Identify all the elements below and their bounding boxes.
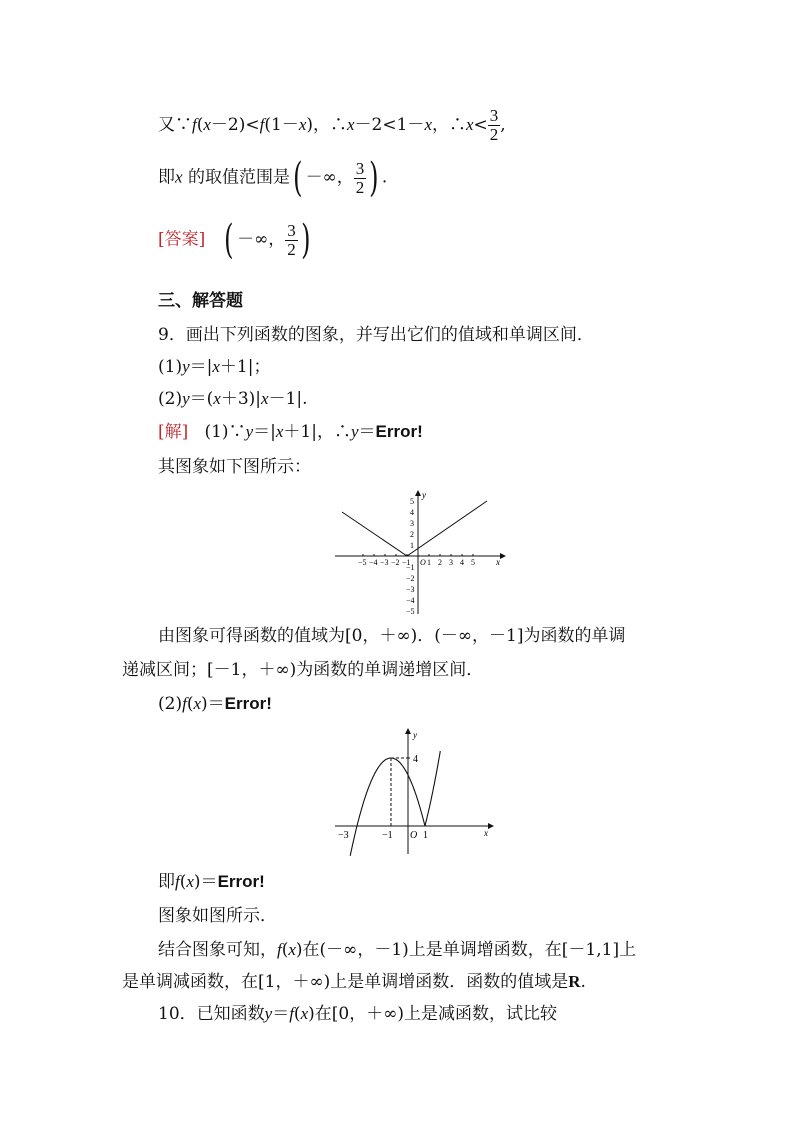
- therefore-symbol: ∴: [330, 115, 347, 135]
- x-axis-arrow: [488, 823, 494, 829]
- x-tick-1: 1: [423, 830, 428, 841]
- answer-tag: [答案]: [158, 229, 206, 250]
- line-2: [158, 155, 388, 201]
- var-f: f: [277, 940, 282, 959]
- var-x: x: [300, 1004, 309, 1023]
- var-x: x: [347, 115, 355, 134]
- text: (: [196, 115, 204, 135]
- y-axis-label: y: [422, 490, 426, 500]
- text: (2): [158, 694, 183, 714]
- x-axis-label: x: [484, 828, 488, 838]
- range-line-1: 由图象可得函数的值域为[0，＋∞)．(－∞，－1]为函数的单调: [158, 626, 626, 646]
- text: 结合图象可知，: [158, 940, 277, 960]
- text: －∞，: [237, 229, 286, 250]
- q10-line: [158, 1003, 557, 1025]
- set-R: R: [568, 972, 581, 991]
- x-tick-label: −1: [402, 558, 411, 567]
- x-tick-label: 3: [449, 558, 453, 567]
- text: (1): [158, 357, 183, 377]
- x-tick-label: 1: [427, 558, 431, 567]
- var-x: x: [298, 115, 307, 134]
- therefore-symbol: ∴: [448, 115, 466, 135]
- y-tick-label: −3: [406, 585, 415, 594]
- text: <: [473, 115, 488, 135]
- numerator: 3: [287, 220, 296, 240]
- y-axis-arrow: [405, 728, 411, 734]
- x-tick-label: 5: [471, 558, 475, 567]
- left-paren: (: [224, 217, 234, 263]
- y-tick-label: 5: [410, 497, 414, 506]
- text: －2<1－: [354, 115, 425, 135]
- var-f: f: [259, 115, 265, 134]
- y-tick-label: 3: [410, 519, 414, 528]
- q9-part1: [158, 356, 270, 378]
- text: (: [293, 1004, 301, 1024]
- x-tick-label: 4: [460, 558, 464, 567]
- y-tick-label: 4: [410, 508, 414, 517]
- text: )在(－∞，－1)上是单调增函数，在[－1,1]上: [295, 940, 637, 960]
- x-tick-origin: O: [410, 830, 418, 841]
- var-f: f: [182, 694, 187, 713]
- right-paren: ): [300, 217, 311, 263]
- text: (: [179, 872, 187, 892]
- y-axis-arrow: [415, 490, 421, 496]
- solution-part1: [158, 421, 423, 443]
- y-tick-label: 2: [410, 530, 414, 539]
- var-f: f: [289, 1004, 294, 1023]
- answer-line: [158, 217, 313, 263]
- var-y: y: [350, 422, 359, 441]
- solution-tag: [解]: [158, 422, 189, 442]
- text: ＋1|；: [219, 357, 271, 377]
- var-x: x: [288, 940, 296, 959]
- graph-1: [330, 488, 510, 618]
- x-tick-label: O: [420, 558, 426, 567]
- text: ＝: [358, 422, 376, 442]
- abs-function-curve: [342, 501, 487, 556]
- text: ＝: [272, 1004, 290, 1024]
- var-f: f: [175, 872, 180, 891]
- text: 是单调减函数，在[1，＋∞)上是单调增函数．函数的值域是: [122, 972, 569, 992]
- text: )＝: [193, 872, 218, 892]
- text: )在[0，＋∞)上是减函数，试比较: [308, 1004, 557, 1024]
- left-paren: (: [293, 155, 303, 201]
- text: 即: [158, 872, 175, 892]
- text: 10．已知函数: [158, 1004, 265, 1024]
- graph1-caption: 其图象如下图所示：: [158, 457, 311, 477]
- var-x: x: [261, 389, 269, 408]
- fraction: [354, 160, 367, 197]
- range-line-2: 递减区间；[－1，＋∞)为函数的单调递增区间．: [122, 660, 484, 680]
- numerator: 3: [489, 106, 499, 125]
- text: －2)<: [210, 115, 260, 135]
- var-y: y: [182, 357, 190, 376]
- text: 即: [158, 167, 175, 188]
- text: ,: [500, 115, 506, 135]
- y-tick-label: −5: [406, 607, 415, 616]
- var-x: x: [186, 872, 194, 891]
- var-x: x: [203, 115, 211, 134]
- fraction: [285, 222, 298, 259]
- text: 又∵: [158, 115, 192, 135]
- var-y: y: [245, 422, 254, 441]
- y-tick-label: 1: [410, 541, 414, 550]
- denominator: 2: [489, 125, 499, 144]
- y-tick-label: −2: [406, 574, 415, 583]
- y-axis-label: y: [413, 730, 417, 740]
- text: )＝: [201, 694, 225, 714]
- numerator: 3: [355, 158, 365, 178]
- var-x: x: [465, 115, 474, 134]
- text: (: [281, 940, 289, 960]
- var-x: x: [275, 422, 284, 441]
- x-tick-neg1: −1: [382, 830, 393, 841]
- error-text: Error!: [217, 872, 265, 891]
- text: 的取值范围是: [182, 167, 290, 188]
- q9-stem: 9．画出下列函数的图象，并写出它们的值域和单调区间．: [158, 325, 594, 345]
- denominator: 2: [287, 239, 296, 259]
- x-tick-label: −3: [380, 558, 389, 567]
- var-x: x: [424, 115, 432, 134]
- section-title: 三、解答题: [158, 291, 243, 311]
- fraction: [488, 107, 501, 144]
- conclusion-line-2: [122, 971, 586, 993]
- text: ＋1|，∴: [283, 422, 351, 442]
- denominator: 2: [355, 177, 365, 197]
- graph-2: [330, 726, 500, 856]
- text: .: [580, 972, 586, 992]
- x-tick-label: 2: [438, 558, 442, 567]
- var-x: x: [193, 694, 202, 713]
- text: )，: [306, 115, 330, 135]
- right-paren: ): [369, 155, 379, 201]
- conclusion-line-1: [158, 939, 636, 961]
- text: －1|.: [268, 389, 308, 409]
- error-text: Error!: [224, 694, 272, 713]
- y-tick-label: −1: [406, 563, 415, 572]
- text: ＋3)|: [220, 389, 262, 409]
- line-1: [158, 107, 506, 144]
- var-y: y: [182, 389, 190, 408]
- error-text: Error!: [375, 422, 423, 441]
- x-tick-label: −2: [391, 558, 400, 567]
- x-axis-label: x: [496, 557, 500, 567]
- x-tick-label: −4: [369, 558, 378, 567]
- text: (: [186, 694, 194, 714]
- graph2-caption: 图象如图所示．: [158, 906, 277, 926]
- text: ＝(: [189, 389, 214, 409]
- y-tick-4: 4: [413, 754, 418, 765]
- text: (2): [158, 389, 183, 409]
- x-tick-label: −5: [358, 558, 367, 567]
- text: ＝|: [189, 357, 213, 377]
- solution-part2: [158, 693, 272, 715]
- x-tick-neg3: −3: [338, 830, 349, 841]
- y-tick-label: −4: [406, 596, 415, 605]
- var-x: x: [212, 357, 220, 376]
- text: ＝|: [253, 422, 276, 442]
- text: －∞，: [305, 167, 354, 188]
- q9-part2: [158, 388, 308, 410]
- text: (1)∵: [204, 422, 246, 442]
- ji-line: [158, 871, 265, 893]
- var-x: x: [213, 389, 221, 408]
- var-x: x: [175, 167, 183, 187]
- text: .: [381, 167, 388, 188]
- var-y: y: [264, 1004, 273, 1023]
- text: ，: [431, 115, 449, 135]
- x-axis-arrow: [500, 553, 506, 559]
- var-f: f: [192, 115, 197, 134]
- text: (1－: [264, 115, 299, 135]
